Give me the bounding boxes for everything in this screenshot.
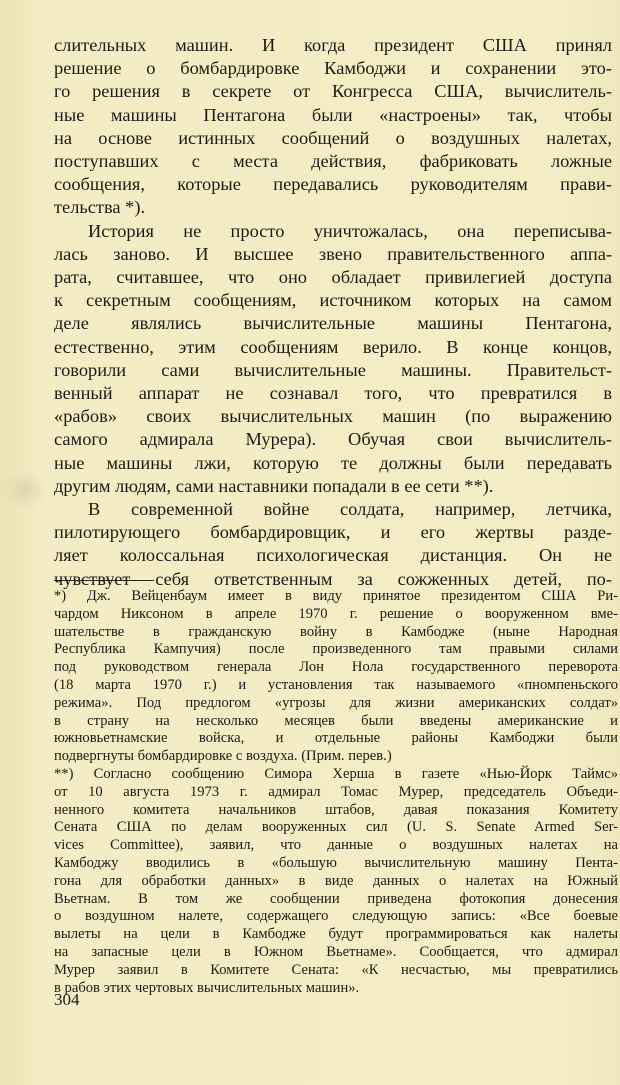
- footnote-line: чардом Никсоном в апреле 1970 г. решение о вооруженном вме-: [54, 605, 618, 622]
- text-line: самого адмирала Мурера). Обучая свои вычислитель-: [54, 429, 612, 450]
- text-line: ляет колоссальная психологическая дистанция. Он не: [54, 545, 612, 566]
- footnote-line: гона для обработки данных» в виде данных о налетах на Южный: [54, 872, 618, 889]
- text-line: решение о бомбардировке Камбоджи и сохранении это-: [54, 58, 612, 79]
- footnote-line: Республика Кампучия) после произведенного там правыми силами: [54, 641, 618, 658]
- text-line: «рабов» своих вычислительных машин (по выражению: [54, 406, 612, 427]
- footnote-line: Камбоджу вводились в «большую вычислительную машину Пента-: [54, 854, 618, 871]
- text-line: говорили сами вычислительные машины. Правительст-: [54, 359, 612, 380]
- footnote-line: **) Согласно сообщению Симора Херша в газете «Нью-Йорк Таймс»: [54, 765, 618, 782]
- footnote-line: режима». Под предлогом «угрозы для жизни американских солдат»: [54, 694, 618, 711]
- paragraph: [54, 34, 612, 220]
- footnote-line: вылеты на цели в Камбодже будут программироваться как налеты: [54, 926, 618, 943]
- footnotes: [54, 588, 618, 997]
- footnote-line: *) Дж. Вейценбаум имеет в виду принятое президентом США Ри-: [54, 588, 618, 604]
- footnote-separator: [54, 580, 154, 581]
- text-line: сообщения, которые передавались руководителям прави-: [54, 174, 612, 195]
- text-line: История не просто уничтожалась, она переписыва-: [88, 220, 612, 241]
- text-line: деле являлись вычислительные машины Пентагона,: [54, 313, 612, 334]
- text-line: ные машины лжи, которую те должны были передавать: [54, 452, 612, 473]
- text-line: чувствует себя ответственным за сожженных детей, по-: [54, 568, 612, 589]
- paragraph: [54, 220, 612, 498]
- text-line: к секретным сообщениям, источником которых на самом: [54, 290, 612, 311]
- footnote-line: Вьетнам. В том же сообщении приведена фотокопия донесения: [54, 890, 618, 907]
- text-line: естественно, этим сообщениям верило. В конце концов,: [54, 336, 612, 357]
- text-line: другим людям, сами наставники попадали в ее сети **).: [54, 475, 494, 496]
- footnote-line: в рабов этих чертовых вычислительных машин».: [54, 979, 360, 996]
- footnote-line: (18 марта 1970 г.) и установления так называемого «пномпеньского: [54, 676, 618, 693]
- text-line: тельства *).: [54, 197, 146, 218]
- text-line: лась заново. И высшее звено правительственного аппа-: [54, 243, 612, 264]
- text-line: слительных машин. И когда президент США принял: [54, 35, 612, 55]
- text-line: го решения в секрете от Конгресса США, вычислитель-: [54, 81, 612, 102]
- footnote-line: в страну на несколько месяцев были введены американские и: [54, 712, 618, 729]
- footnote-line: ненного комитета начальников штабов, давая показания Комитету: [54, 801, 618, 818]
- paragraph: [54, 498, 612, 591]
- footnote-line: о воздушном налете, содержащего следующую запись: «Все боевые: [54, 908, 618, 925]
- text-line: венный аппарат не сознавал того, что превратился в: [54, 383, 612, 404]
- text-line: поступавших с места действия, фабриковать ложные: [54, 151, 612, 172]
- footnote-line: на запасные цели в Южном Вьетнаме». Сообщается, что адмирал: [54, 943, 618, 960]
- footnote-line: южновьетнамские войска, и отдельные районы Камбоджи были: [54, 730, 618, 747]
- footnote-line: подвергнуты бомбардировке с воздуха. (Прим. перев.): [54, 748, 392, 765]
- footnote-line: шательстве в гражданскую войну в Камбодже (ныне Народная: [54, 623, 618, 640]
- footnote-line: Сената США по делам вооруженных сил (U. S. Senate Armed Ser-: [54, 819, 618, 836]
- footnote-line: Мурер заявил в Комитете Сената: «К несчастью, мы превратились: [54, 961, 618, 978]
- text-line: В современной войне солдата, например, летчика,: [88, 499, 612, 520]
- page-smudge: [2, 470, 48, 510]
- text-line: ные машины Пентагона были «настроены» так, чтобы: [54, 104, 612, 125]
- footnote-line: vices Committee), заявил, что данные о воздушных налетах на: [54, 837, 618, 854]
- text-line: пилотирующего бомбардировщик, и его жертвы разде-: [54, 522, 612, 543]
- text-line: рата, считавшее, что оно обладает привилегией доступа: [54, 267, 612, 288]
- text-line: на основе истинных сообщений о воздушных налетах,: [54, 127, 612, 148]
- main-text: [54, 34, 612, 591]
- footnote-line: под руководством генерала Лон Нола государственного переворота: [54, 659, 618, 676]
- page-number: 304: [54, 990, 80, 1009]
- footnote-line: от 10 августа 1973 г. адмирал Томас Мурер, председатель Объеди-: [54, 783, 618, 800]
